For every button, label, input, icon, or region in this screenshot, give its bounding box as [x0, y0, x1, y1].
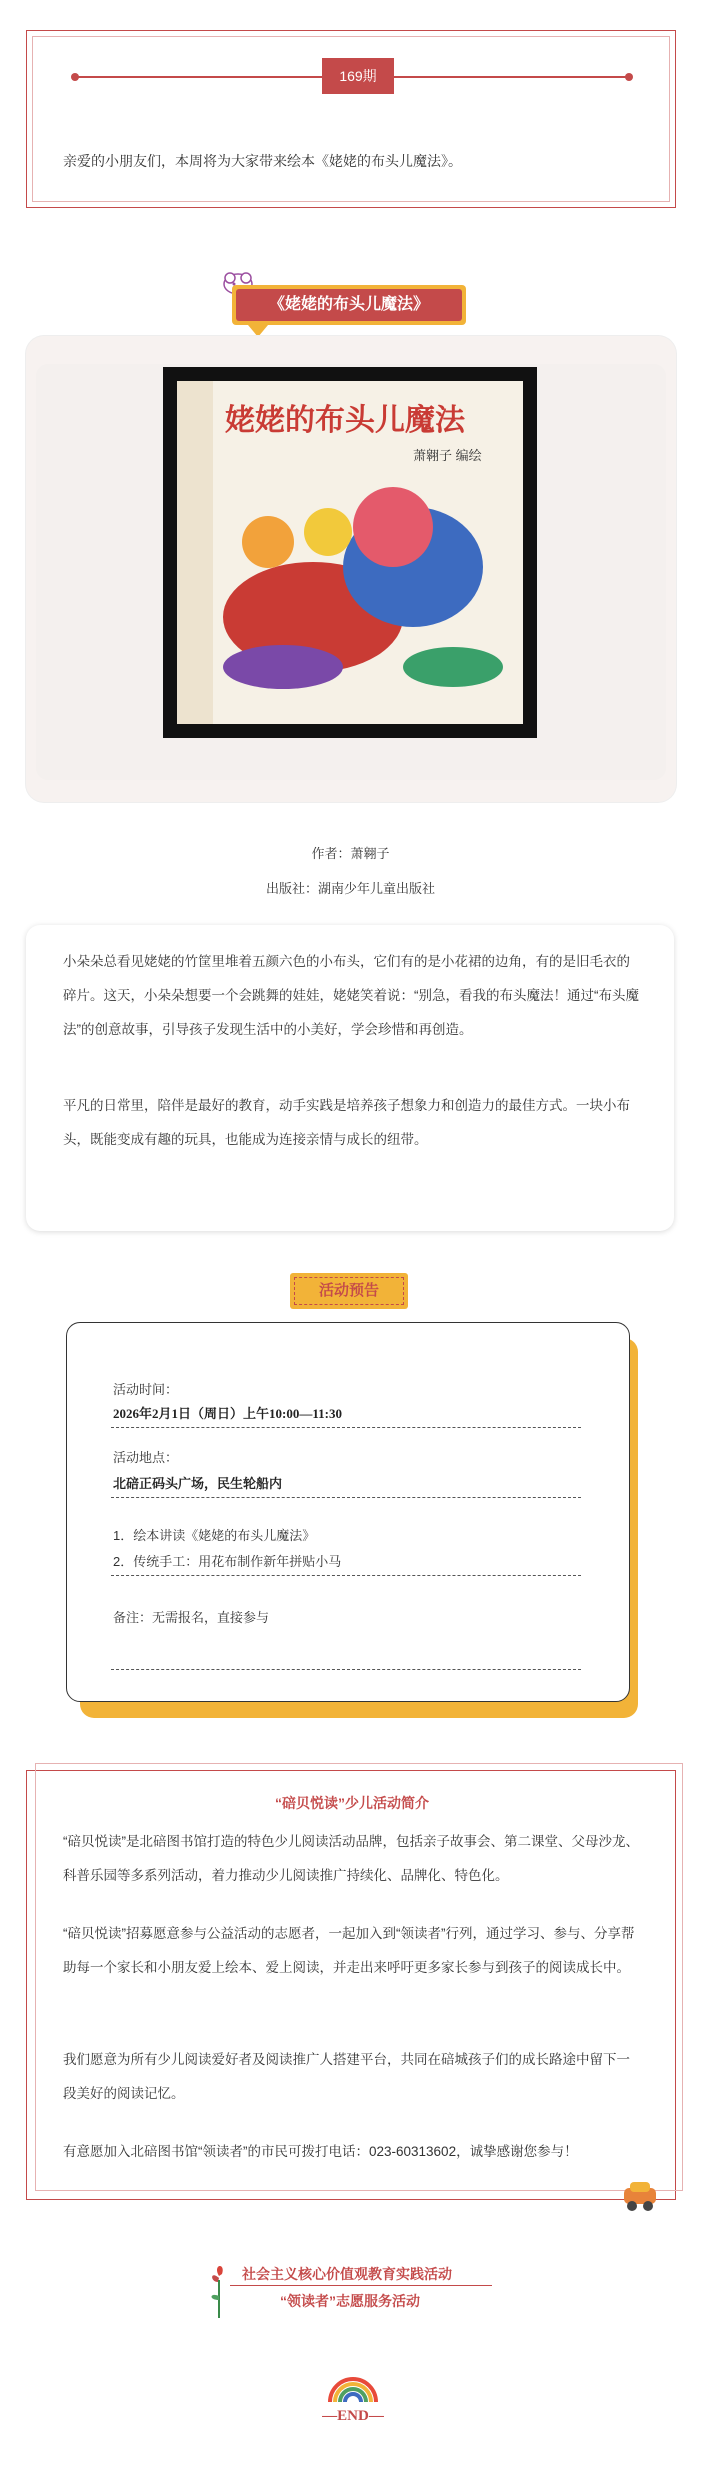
description-paragraph-1: “碚贝悦读”是北碚图书馆打造的特色少儿阅读活动品牌，包括亲子故事会、第二课堂、父母沙龙、科普乐园等多系列活动，着力推动少儿阅读推广持续化、品牌化、特色化。 [63, 1834, 639, 1883]
activity-note: 备注：无需报名，直接参与 [113, 1610, 270, 1625]
divider [111, 1669, 581, 1670]
description-title: “碚贝悦读”少儿活动简介 [275, 1795, 429, 1811]
activity-time-value: 2026年2月1日（周日）上午10:00—11:30 [113, 1406, 342, 1421]
publisher-line: 出版社：湖南少年儿童出版社 [265, 881, 435, 896]
activity-item-1: 1．绘本讲读《姥姥的布头儿魔法》 [113, 1528, 316, 1543]
end-text: —END— [322, 2408, 384, 2424]
issue-intro-text: 亲爱的小朋友们，本周将为大家带来绘本《姥姥的布头儿魔法》。 [63, 153, 462, 169]
rainbow-icon [318, 2372, 388, 2406]
flower-icon [200, 2256, 238, 2320]
activity-place-value: 北碚正码头广场，民生轮船内 [113, 1476, 283, 1491]
cover-author-text: 萧翱子 编绘 [413, 448, 482, 463]
book-title-banner [232, 285, 466, 325]
issue-badge: 169期 [322, 58, 394, 94]
intro-paragraph-2: 平凡的日常里，陪伴是最好的教育，动手实践是培养孩子想象力和创造力的最佳方式。一块小布头，既能变成有趣的玩具，也能成为连接亲情与成长的纽带。 [63, 1098, 630, 1147]
cover-title-text: 姥姥的布头儿魔法 [225, 404, 465, 437]
issue-card [26, 30, 676, 208]
divider [111, 1427, 581, 1428]
activity-item-2: 2．传统手工：用花布制作新年拼贴小马 [113, 1554, 342, 1569]
book-title: 《姥姥的布头儿魔法》 [236, 289, 462, 321]
description-paragraph-4: 有意愿加入北碚图书馆“领读者”的市民可拨打电话：023-60313602，诚挚感谢您参与！ [63, 2144, 578, 2159]
description-card [26, 1770, 676, 2200]
intro-paragraph-1: 小朵朵总看见姥姥的竹筐里堆着五颜六色的小布头，它们有的是小花裙的边角，有的是旧毛衣的碎片。这天，小朵朵想要一个会跳舞的娃娃，姥姥笑着说：“别急，看我的布头魔法！通过“布头魔法”的创意故事，引导孩子发现生活中的小美好，学会珍惜和再创造。 [63, 954, 639, 1037]
description-paragraph-3: 我们愿意为所有少儿阅读爱好者及阅读推广人搭建平台，共同在碚城孩子们的成长路途中留下一段美好的阅读记忆。 [63, 2052, 630, 2101]
activity-place-label: 活动地点： [113, 1450, 179, 1465]
footer-line-1: 社会主义核心价值观教育实践活动 [242, 2266, 452, 2282]
activity-tab [290, 1273, 408, 1309]
author-line: 作者：萧翱子 [311, 846, 390, 861]
activity-tab-label: 活动预告 [294, 1277, 404, 1305]
activity-card [66, 1322, 630, 1702]
car-icon [618, 2178, 662, 2216]
divider [111, 1575, 581, 1576]
divider [111, 1497, 581, 1498]
footer-line-2: “领读者”志愿服务活动 [280, 2293, 420, 2309]
intro-card [26, 925, 674, 1231]
activity-time-label: 活动时间： [113, 1382, 179, 1397]
book-cover-image [163, 367, 537, 738]
footer-divider [230, 2285, 492, 2286]
end-block [318, 2372, 388, 2432]
description-paragraph-2: “碚贝悦读”招募愿意参与公益活动的志愿者，一起加入到“领读者”行列，通过学习、参与、分享帮助每一个家长和小朋友爱上绘本、爱上阅读，并走出来呼吁更多家长参与到孩子的阅读成长中。 [63, 1926, 635, 1975]
